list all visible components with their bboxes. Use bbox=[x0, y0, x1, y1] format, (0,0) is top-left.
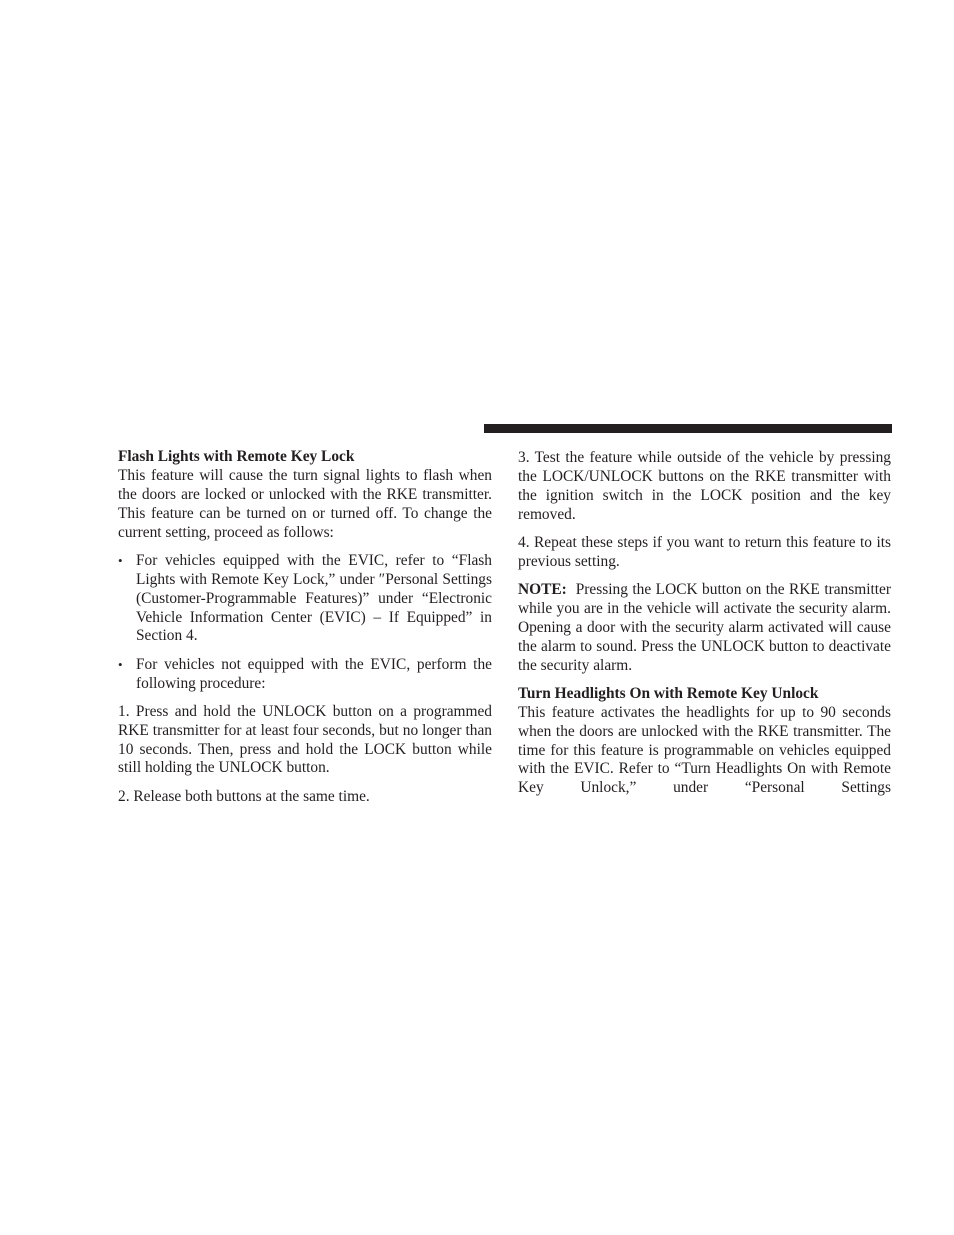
note-paragraph bbox=[518, 581, 891, 676]
note-label: NOTE: bbox=[518, 581, 567, 599]
section-heading-flash-lights: Flash Lights with Remote Key Lock bbox=[118, 448, 355, 465]
bullet-item-evic bbox=[118, 552, 492, 647]
bullet-item-no-evic bbox=[118, 656, 492, 694]
headlights-paragraph: This feature activates the headlights for up to 90 seconds when the doors are unlocked with the RKE transmitter. The time for this feature is programmable on vehicles equipped with the EVIC. Refer to “Turn Headlights On with Remote Key Unlock,” under “Personal Settings bbox=[518, 703, 891, 797]
section-heading-headlights: Turn Headlights On with Remote Key Unlock bbox=[518, 684, 819, 702]
step-1-paragraph: 1. Press and hold the UNLOCK button on a programmed RKE transmitter for at least four seconds, but no longer than 10 seconds. Then, press and hold the LOCK button while still holding the UNLOCK button. bbox=[118, 702, 492, 777]
left-column bbox=[118, 448, 492, 807]
bullet-text: For vehicles not equipped with the EVIC, perform the following procedure: bbox=[136, 655, 492, 692]
step-3-paragraph: 3. Test the feature while outside of the vehicle by pressing the LOCK/UNLOCK buttons on the RKE transmitter with the ignition switch in the LOCK position and the key removed. bbox=[518, 449, 891, 523]
right-column bbox=[518, 449, 891, 798]
step-4-paragraph: 4. Repeat these steps if you want to return this feature to its previous setting. bbox=[518, 533, 891, 570]
note-text: Pressing the LOCK button on the RKE transmitter while you are in the vehicle will activate the security alarm. Opening a door with the security alarm activated will cause the alarm to sound. Press the UNLOCK button to deactivate the security alarm. bbox=[518, 581, 891, 674]
bullet-icon: • bbox=[118, 656, 123, 672]
bullet-text: For vehicles equipped with the EVIC, refer to “Flash Lights with Remote Key Lock,” under ″Personal Settings (Customer-Programmable Features)” under “Electronic Vehicle Information Center (EVIC) – If Equipped” in Section 4. bbox=[136, 551, 492, 645]
bullet-icon: • bbox=[118, 552, 123, 568]
section-header-rule bbox=[484, 424, 892, 433]
step-2-paragraph: 2. Release both buttons at the same time. bbox=[118, 787, 370, 805]
intro-paragraph: This feature will cause the turn signal lights to flash when the doors are locked or unlocked with the RKE transmitter. This feature can be turned on or turned off. To change the current setting, proceed as follows: bbox=[118, 466, 492, 541]
